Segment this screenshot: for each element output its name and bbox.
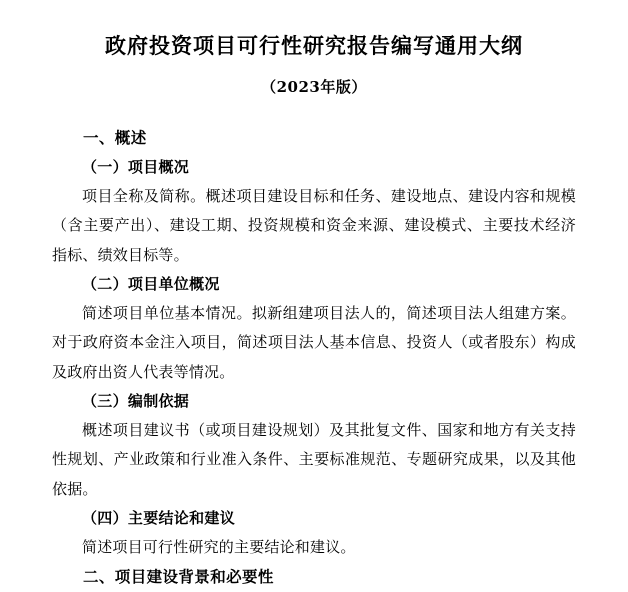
subsection-heading-1-1: （一）项目概况 <box>82 157 190 176</box>
subsection-heading-1-3: （三）编制依据 <box>82 391 190 410</box>
paragraph-1-2: 简述项目单位基本情况。拟新组建项目法人的，简述项目法人组建方案。对于政府资本金注入项目，简述项目法人基本信息、投资人（或者股东）构成及政府出资人代表等情况。 <box>52 304 576 381</box>
section-heading-2: 二、项目建设背景和必要性 <box>83 567 274 587</box>
paragraph-1-3: 概述项目建议书（或项目建设规划）及其批复文件、国家和地方有关支持性规划、产业政策和行业准入条件、主要标准规范、专题研究成果，以及其他依据。 <box>52 421 576 498</box>
subsection-heading-1-2: （二）项目单位概况 <box>82 274 220 293</box>
section-heading-1: 一、概述 <box>83 128 147 148</box>
page-subtitle: （2023年版） <box>261 78 367 97</box>
document-body <box>52 123 576 591</box>
page-title: 政府投资项目可行性研究报告编写通用大纲 <box>105 33 523 58</box>
paragraph-1-4: 简述项目可行性研究的主要结论和建议。 <box>82 538 356 557</box>
subsection-heading-1-4: （四）主要结论和建议 <box>82 508 236 527</box>
paragraph-1-1: 项目全称及简称。概述项目建设目标和任务、建设地点、建设内容和规模（含主要产出）、建设工期、投资规模和资金来源、建设模式、主要技术经济指标、绩效目标等。 <box>52 187 576 264</box>
